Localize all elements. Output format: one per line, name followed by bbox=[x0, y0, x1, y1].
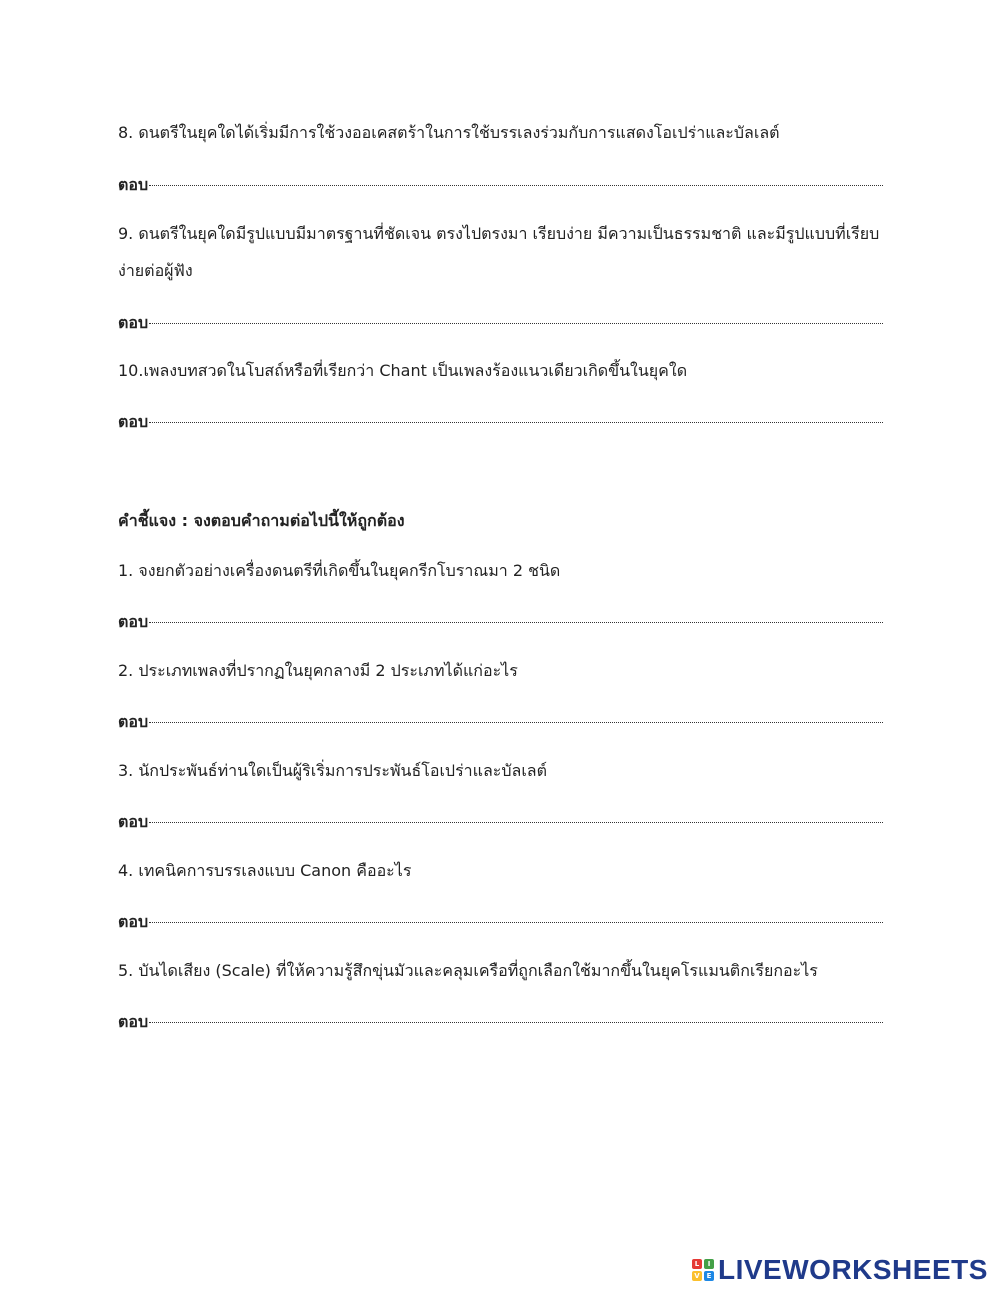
answer-line-q1[interactable] bbox=[118, 603, 883, 640]
answer-label: ตอบ bbox=[118, 812, 149, 831]
answer-dotted-line bbox=[149, 621, 883, 623]
logo-tile: I bbox=[704, 1259, 714, 1269]
answer-dotted-line bbox=[149, 421, 883, 423]
question-8: 8. ดนตรีในยุคใดได้เริ่มมีการใช้วงออเคสตร้าในการใช้บรรเลงร่วมกับการแสดงโอเปร่าและบัลเลต์ bbox=[118, 123, 780, 142]
answer-label: ตอบ bbox=[118, 412, 149, 431]
instructions-heading: คำชี้แจง : จงตอบคำถามต่อไปนี้ให้ถูกต้อง bbox=[118, 511, 405, 530]
answer-label: ตอบ bbox=[118, 712, 149, 731]
answer-dotted-line bbox=[149, 821, 883, 823]
answer-label: ตอบ bbox=[118, 175, 149, 194]
answer-line-q8[interactable] bbox=[118, 166, 883, 203]
brand-name: LIVEWORKSHEETS bbox=[718, 1254, 988, 1285]
question-5: 5. บันไดเสียง (Scale) ที่ให้ความรู้สึกขุ่นมัวและคลุมเครือที่ถูกเลือกใช้มากขึ้นในยุคโรแมนติกเรียกอะไร bbox=[118, 961, 818, 980]
question-9: 9. ดนตรีในยุคใดมีรูปแบบมีมาตรฐานที่ชัดเจน ตรงไปตรงมา เรียบง่าย มีความเป็นธรรมชาติ และมีรูปแบบที่เรียบง่ายต่อผู้ฟัง bbox=[118, 224, 880, 280]
answer-label: ตอบ bbox=[118, 313, 149, 332]
answer-dotted-line bbox=[149, 322, 883, 324]
answer-dotted-line bbox=[149, 1021, 883, 1023]
question-1: 1. จงยกตัวอย่างเครื่องดนตรีที่เกิดขึ้นในยุคกรีกโบราณมา 2 ชนิด bbox=[118, 561, 561, 580]
answer-label: ตอบ bbox=[118, 1012, 149, 1031]
answer-line-q3[interactable] bbox=[118, 803, 883, 840]
answer-dotted-line bbox=[149, 721, 883, 723]
question-10: 10.เพลงบทสวดในโบสถ์หรือที่เรียกว่า Chant เป็นเพลงร้องแนวเดียวเกิดขึ้นในยุคใด bbox=[118, 361, 688, 380]
logo-icon bbox=[692, 1259, 714, 1281]
question-3: 3. นักประพันธ์ท่านใดเป็นผู้ริเริ่มการประพันธ์โอเปร่าและบัลเลต์ bbox=[118, 761, 547, 780]
answer-line-q10[interactable] bbox=[118, 403, 883, 440]
logo-tile: E bbox=[704, 1271, 714, 1281]
answer-dotted-line bbox=[149, 184, 883, 186]
answer-line-q4[interactable] bbox=[118, 903, 883, 940]
answer-dotted-line bbox=[149, 921, 883, 923]
question-2: 2. ประเภทเพลงที่ปรากฏในยุคกลางมี 2 ประเภทได้แก่อะไร bbox=[118, 661, 518, 680]
answer-label: ตอบ bbox=[118, 612, 149, 631]
answer-line-q5[interactable] bbox=[118, 1003, 883, 1040]
logo-tile: V bbox=[692, 1271, 702, 1281]
question-4: 4. เทคนิคการบรรเลงแบบ Canon คืออะไร bbox=[118, 861, 412, 880]
answer-line-q2[interactable] bbox=[118, 703, 883, 740]
answer-line-q9[interactable] bbox=[118, 304, 883, 341]
logo-tile: L bbox=[692, 1259, 702, 1269]
liveworksheets-logo bbox=[692, 1254, 988, 1286]
answer-label: ตอบ bbox=[118, 912, 149, 931]
